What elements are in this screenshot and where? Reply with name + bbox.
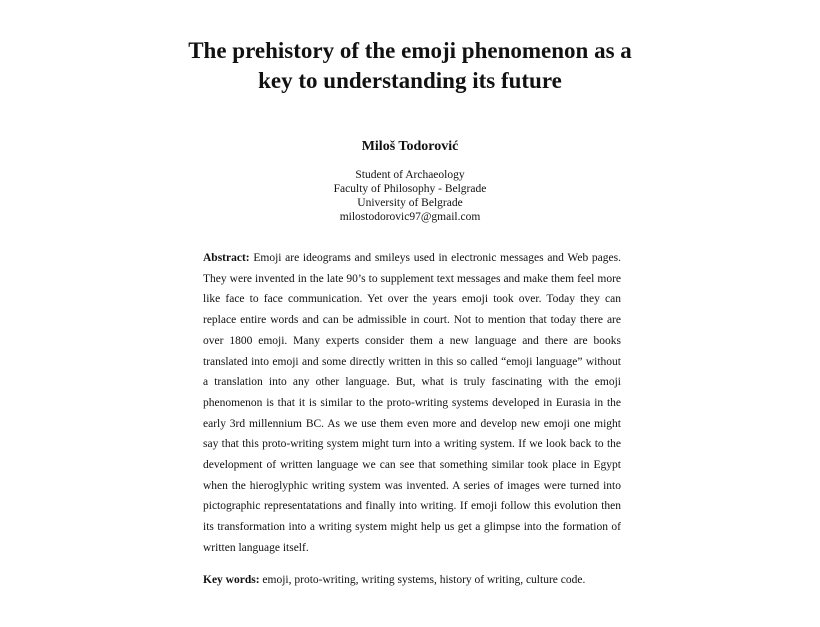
abstract-label: Abstract:	[203, 252, 250, 264]
paper-title	[100, 36, 720, 96]
keywords-label: Key words:	[203, 574, 260, 586]
keywords-text: emoji, proto-writing, writing systems, history of writing, culture code.	[262, 574, 586, 586]
paper-title-line-1: The prehistory of the emoji phenomenon as a	[188, 38, 632, 63]
paper-title-line-2: key to understanding its future	[258, 68, 562, 93]
author-email: milostodorovic97@gmail.com	[339, 211, 481, 223]
abstract-text: Emoji are ideograms and smileys used in electronic messages and Web pages. They were invented in the late 90’s to supplement text messages and make them feel more like face to face communication. Yet over the years emoji took over. Today they can replace entire words and can be admissible in court. Not to mention that today there are over 1800 emoji. Many experts consider them a new language and there are books translated into emoji and some directly written in this so called “emoji language” without a translation into any other language. But, what is truly fascinating with the emoji phenomenon is that it is similar to the proto-writing systems developed in Eurasia in the early 3rd millennium BC. As we use them even more and develop new emoji one might say that this proto-writing system might turn into a writing system. If we look back to the development of written language we can see that something similar took place in Egypt when the hieroglyphic writing system was invented. A series of images were turned into pictographic representatations and finally into writing. If emoji follow this evolution then its transformation into a writing system might help us get a glimpse into the formation of written language itself.	[203, 252, 621, 554]
author-name: Miloš Todorović	[361, 139, 459, 154]
author-university: University of Belgrade	[357, 197, 463, 209]
keywords-paragraph	[203, 571, 621, 589]
author-role: Student of Archaeology	[355, 169, 465, 181]
abstract-paragraph	[203, 248, 621, 559]
author-affiliation	[200, 168, 620, 224]
author-faculty: Faculty of Philosophy - Belgrade	[333, 183, 487, 195]
